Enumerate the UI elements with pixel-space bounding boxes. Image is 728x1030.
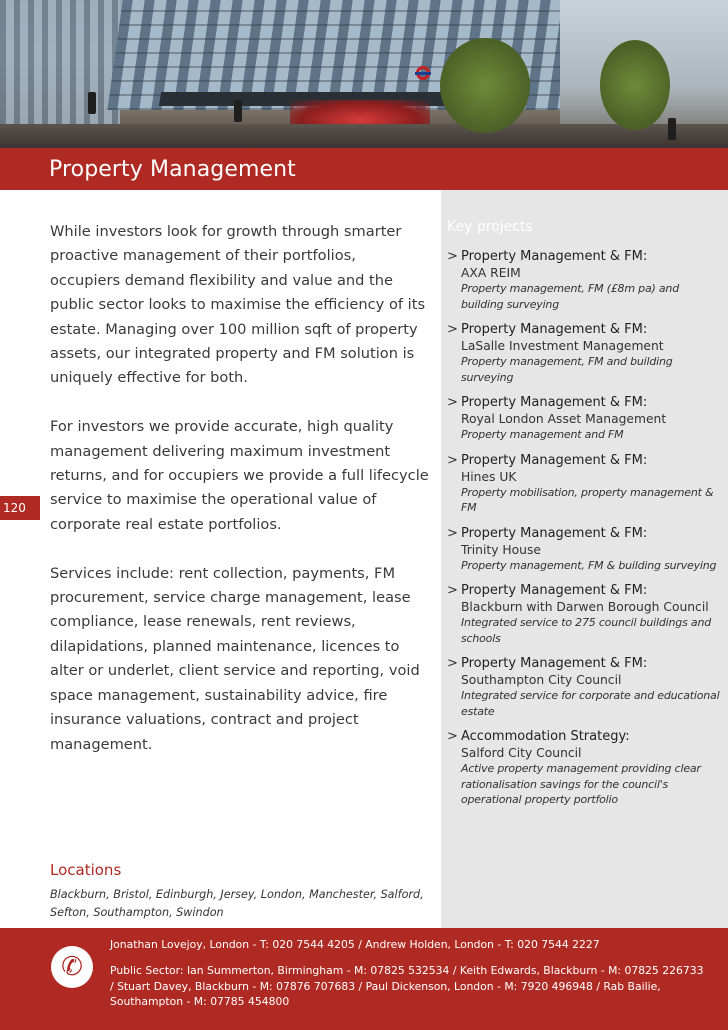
- contact-line: Public Sector: Ian Summerton, Birmingham - M: 07825 532534 / Keith Edwards, Blackburn - M: 07825 226733 / Stuart Davey, Blackburn - M: 07876 707683 / Paul Dickenson, London - M: 7920 496948 / Rab Bailie, Southampton - M: 07785 454800: [110, 964, 704, 1008]
- page-number: 120: [0, 496, 40, 520]
- body-paragraph: For investors we provide accurate, high quality management delivering maximum investment returns, and for occupiers we provide a full lifecycle service to maximise the operational value of corporate real estate portfolios.: [50, 418, 429, 533]
- phone-icon: ✆: [51, 946, 93, 988]
- project-client: LaSalle Investment Management: [461, 339, 664, 353]
- contact-footer: [0, 928, 728, 1030]
- project-client: Trinity House: [461, 542, 541, 557]
- photo-tree: [440, 38, 530, 133]
- project-description: Active property management providing clear rationalisation savings for the council's operational property portfolio: [461, 762, 701, 806]
- project-type: Property Management & FM:: [461, 656, 648, 671]
- list-item: [447, 452, 723, 516]
- key-projects-list: [447, 248, 723, 817]
- chevron-right-icon: >: [447, 525, 458, 541]
- list-item: [447, 582, 723, 646]
- title-band: [0, 148, 728, 190]
- body-paragraph: While investors look for growth through smarter proactive management of their portfolios, occupiers demand flexibility and value and the public sector looks to maximise the efficiency of its estate. Managing over 100 million sqft of property assets, our integrated property and FM solution is uniquely effective for both.: [50, 223, 426, 387]
- chevron-right-icon: >: [447, 583, 458, 598]
- chevron-right-icon: >: [447, 656, 458, 671]
- list-item: [447, 525, 723, 574]
- list-item: [447, 248, 723, 312]
- traffic-light-icon: [668, 118, 676, 140]
- project-description: Integrated service for corporate and educational estate: [461, 689, 720, 718]
- project-type: Accommodation Strategy:: [461, 729, 630, 744]
- body-copy: [50, 220, 430, 781]
- page-title: Property Management: [49, 157, 296, 182]
- project-description: Property management, FM and building surveying: [461, 355, 673, 384]
- underground-roundel-icon: [416, 66, 430, 80]
- photo-street: [0, 124, 728, 148]
- project-client: Royal London Asset Management: [461, 412, 667, 426]
- project-type: Property Management & FM:: [461, 525, 648, 541]
- traffic-light-icon: [234, 100, 242, 122]
- list-item: [447, 394, 723, 443]
- chevron-right-icon: >: [447, 395, 458, 410]
- locations-heading: Locations: [50, 861, 122, 879]
- project-description: Property management, FM (£8m pa) and building surveying: [461, 282, 679, 311]
- project-type: Property Management & FM:: [461, 583, 648, 598]
- project-description: Integrated service to 275 council buildings and schools: [461, 616, 711, 645]
- contact-line: Jonathan Lovejoy, London - T: 020 7544 4205 / Andrew Holden, London - T: 020 7544 2227: [110, 938, 600, 951]
- header-photo: [0, 0, 728, 148]
- project-client: Blackburn with Darwen Borough Council: [461, 600, 709, 614]
- list-item: [447, 728, 723, 808]
- project-type: Property Management & FM:: [461, 249, 648, 264]
- project-type: Property Management & FM:: [461, 322, 648, 337]
- body-paragraph: Services include: rent collection, payments, FM procurement, service charge management, lease compliance, lease renewals, rent reviews, dilapidations, planned maintenance, licences to alter or underlet, client service and reporting, void space management, sustainability advice, fire insurance valuations, contract and project management.: [50, 564, 420, 753]
- project-client: Salford City Council: [461, 746, 582, 760]
- project-description: Property mobilisation, property management & FM: [461, 485, 714, 514]
- project-description: Property management and FM: [461, 428, 624, 441]
- key-projects-heading: Key projects: [447, 219, 533, 235]
- project-client: AXA REIM: [461, 266, 521, 280]
- chevron-right-icon: >: [447, 452, 458, 468]
- project-type: Property Management & FM:: [461, 452, 648, 468]
- project-type: Property Management & FM:: [461, 395, 648, 410]
- list-item: [447, 321, 723, 385]
- locations-list: Blackburn, Bristol, Edinburgh, Jersey, London, Manchester, Salford, Sefton, Southampton, Swindon: [50, 888, 424, 919]
- photo-tree: [600, 40, 670, 130]
- chevron-right-icon: >: [447, 322, 458, 337]
- project-client: Hines UK: [461, 469, 517, 484]
- list-item: [447, 655, 723, 719]
- chevron-right-icon: >: [447, 249, 458, 264]
- project-client: Southampton City Council: [461, 673, 622, 687]
- project-description: Property management, FM & building surveying: [461, 558, 717, 572]
- traffic-light-icon: [88, 92, 96, 114]
- chevron-right-icon: >: [447, 729, 458, 744]
